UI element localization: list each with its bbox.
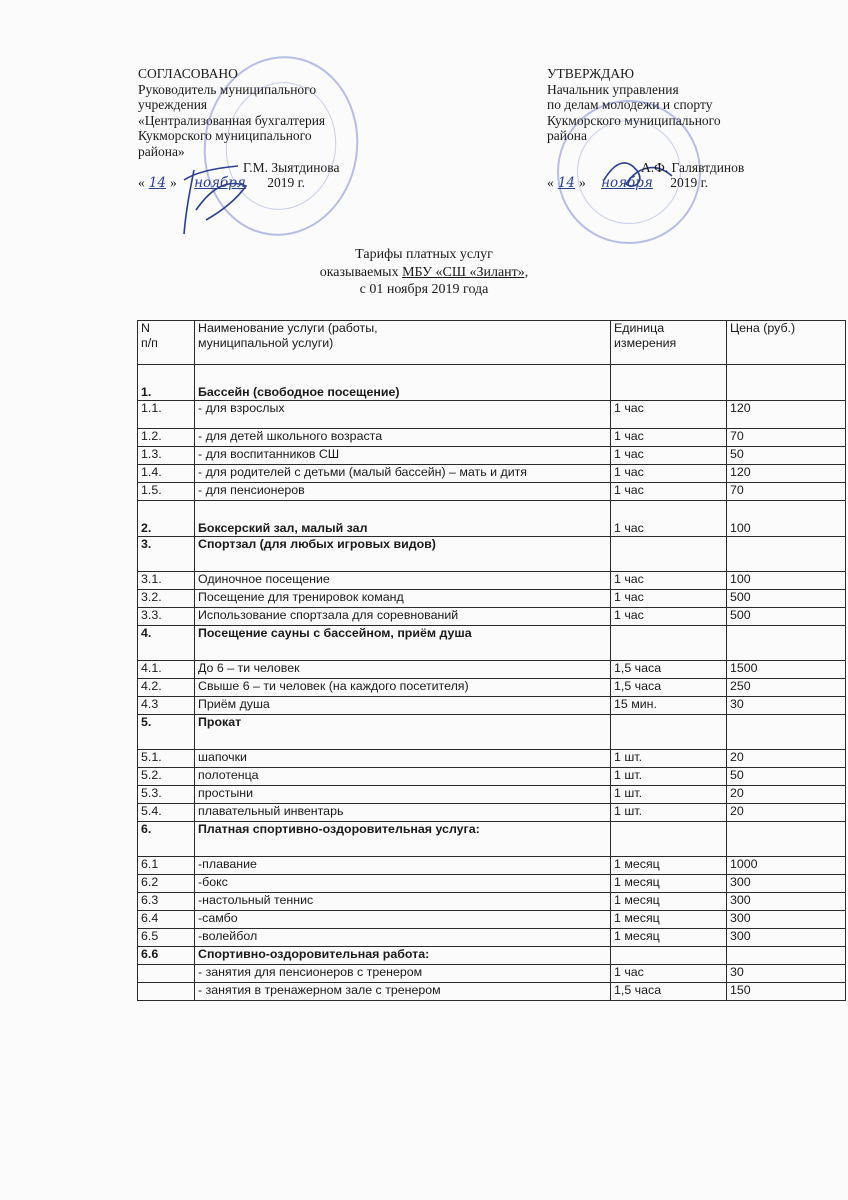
table-row xyxy=(138,911,846,929)
cell-num xyxy=(138,983,195,1001)
table-row xyxy=(138,679,846,697)
document-title xyxy=(0,246,848,299)
cell-num: 3.3. xyxy=(138,608,195,626)
cell-num: 1.4. xyxy=(138,465,195,483)
cell-name: -плавание xyxy=(195,857,611,875)
cell-name: -настольный теннис xyxy=(195,893,611,911)
table-row xyxy=(138,929,846,947)
cell-price: 1000 xyxy=(727,857,846,875)
cell-unit xyxy=(611,822,727,857)
cell-name: шапочки xyxy=(195,750,611,768)
table-row xyxy=(138,786,846,804)
cell-name: Одиночное посещение xyxy=(195,572,611,590)
cell-price: 70 xyxy=(727,429,846,447)
cell-price: 120 xyxy=(727,465,846,483)
header-unit: Единица измерения xyxy=(611,321,727,365)
cell-price xyxy=(727,822,846,857)
cell-num: 1. xyxy=(138,365,195,401)
signer-name: Г.М. Зыятдинова xyxy=(243,159,340,175)
cell-num: 1.2. xyxy=(138,429,195,447)
cell-num: 4.1. xyxy=(138,661,195,679)
approval-line: Кукморского муниципального xyxy=(547,112,721,128)
cell-unit: 1 месяц xyxy=(611,929,727,947)
cell-price xyxy=(727,715,846,750)
approval-line: района» xyxy=(138,143,185,159)
cell-price: 50 xyxy=(727,447,846,465)
cell-price: 300 xyxy=(727,893,846,911)
date-line xyxy=(547,175,744,192)
table-row xyxy=(138,465,846,483)
cell-num: 4.2. xyxy=(138,679,195,697)
cell-unit xyxy=(611,365,727,401)
date-month: ноября xyxy=(601,175,653,192)
approval-block-right xyxy=(547,66,744,192)
cell-num: 1.5. xyxy=(138,483,195,501)
cell-num: 1.3. xyxy=(138,447,195,465)
cell-price xyxy=(727,537,846,572)
cell-name: До 6 – ти человек xyxy=(195,661,611,679)
cell-num: 3. xyxy=(138,537,195,572)
table-row xyxy=(138,501,846,537)
cell-num: 6.4 xyxy=(138,911,195,929)
cell-num: 5.2. xyxy=(138,768,195,786)
cell-unit: 1 час xyxy=(611,590,727,608)
date-quote: » xyxy=(578,175,586,191)
cell-unit: 1,5 часа xyxy=(611,983,727,1001)
table-row xyxy=(138,429,846,447)
cell-unit xyxy=(611,947,727,965)
cell-name: Прокат xyxy=(195,715,611,750)
table-row xyxy=(138,537,846,572)
cell-price: 300 xyxy=(727,911,846,929)
cell-name: - для воспитанников СШ xyxy=(195,447,611,465)
signer-name: А.Ф. Галявтдинов xyxy=(641,159,745,175)
cell-name: простыни xyxy=(195,786,611,804)
cell-price: 150 xyxy=(727,983,846,1001)
cell-num: 6.6 xyxy=(138,947,195,965)
table-row xyxy=(138,893,846,911)
cell-price: 500 xyxy=(727,608,846,626)
cell-price: 70 xyxy=(727,483,846,501)
cell-name: -волейбол xyxy=(195,929,611,947)
cell-unit: 1 час xyxy=(611,429,727,447)
cell-name: Посещение сауны с бассейном, приём душа xyxy=(195,626,611,661)
cell-num: 4. xyxy=(138,626,195,661)
cell-num: 6.3 xyxy=(138,893,195,911)
approval-line: «Централизованная бухгалтерия xyxy=(138,112,326,128)
table-row xyxy=(138,875,846,893)
date-year: 2019 г. xyxy=(670,175,708,191)
cell-name: Боксерский зал, малый зал xyxy=(195,501,611,537)
cell-name: - для пенсионеров xyxy=(195,483,611,501)
cell-num: 5.3. xyxy=(138,786,195,804)
cell-name: - для родителей с детьми (малый бассейн) – мать и дитя xyxy=(195,465,611,483)
cell-unit: 1 час xyxy=(611,965,727,983)
cell-name: плавательный инвентарь xyxy=(195,804,611,822)
table-row xyxy=(138,697,846,715)
signer-line xyxy=(138,160,339,176)
date-line xyxy=(138,175,339,192)
date-year: 2019 г. xyxy=(267,175,305,191)
cell-num: 6.1 xyxy=(138,857,195,875)
title-line xyxy=(0,264,848,282)
cell-price: 50 xyxy=(727,768,846,786)
cell-price: 250 xyxy=(727,679,846,697)
table-row xyxy=(138,590,846,608)
cell-num: 3.1. xyxy=(138,572,195,590)
cell-name: - занятия для пенсионеров с тренером xyxy=(195,965,611,983)
cell-price: 300 xyxy=(727,929,846,947)
table-row xyxy=(138,822,846,857)
date-quote: « xyxy=(138,175,145,191)
cell-price xyxy=(727,626,846,661)
table-row xyxy=(138,365,846,401)
table-row xyxy=(138,715,846,750)
cell-unit: 1,5 часа xyxy=(611,661,727,679)
approval-line: Кукморского муниципального xyxy=(138,128,312,144)
cell-name: -бокс xyxy=(195,875,611,893)
table-row xyxy=(138,608,846,626)
cell-name: Использование спортзала для соревнований xyxy=(195,608,611,626)
approval-line: Руководитель муниципального xyxy=(138,81,317,97)
cell-num: 3.2. xyxy=(138,590,195,608)
cell-unit: 1 месяц xyxy=(611,893,727,911)
cell-unit: 1 час xyxy=(611,501,727,537)
table-row xyxy=(138,768,846,786)
cell-name: Бассейн (свободное посещение) xyxy=(195,365,611,401)
signer-line xyxy=(547,160,744,176)
cell-unit: 1 шт. xyxy=(611,768,727,786)
cell-price: 300 xyxy=(727,875,846,893)
approval-line: по делам молодежи и спорту xyxy=(547,97,713,113)
header-price: Цена (руб.) xyxy=(727,321,846,365)
table-header-row xyxy=(138,321,846,365)
cell-name: Свыше 6 – ти человек (на каждого посетителя) xyxy=(195,679,611,697)
table-row xyxy=(138,401,846,429)
title-line: с 01 ноября 2019 года xyxy=(359,282,489,297)
cell-name: Приём душа xyxy=(195,697,611,715)
cell-price: 100 xyxy=(727,501,846,537)
cell-num: 6.5 xyxy=(138,929,195,947)
cell-price: 1500 xyxy=(727,661,846,679)
cell-unit: 1 час xyxy=(611,608,727,626)
cell-name: - для взрослых xyxy=(195,401,611,429)
cell-num: 2. xyxy=(138,501,195,537)
cell-name: Посещение для тренировок команд xyxy=(195,590,611,608)
cell-price: 20 xyxy=(727,786,846,804)
cell-price: 120 xyxy=(727,401,846,429)
cell-unit xyxy=(611,626,727,661)
header-name: Наименование услуги (работы, муниципальной услуги) xyxy=(195,321,611,365)
cell-unit xyxy=(611,715,727,750)
cell-num: 6. xyxy=(138,822,195,857)
date-day: 14 xyxy=(148,175,166,192)
cell-unit: 1,5 часа xyxy=(611,679,727,697)
cell-name: -самбо xyxy=(195,911,611,929)
cell-unit: 1 шт. xyxy=(611,786,727,804)
title-prefix: оказываемых xyxy=(319,264,403,280)
table-row xyxy=(138,572,846,590)
cell-name: Платная спортивно-оздоровительная услуга: xyxy=(195,822,611,857)
cell-name: Спортивно-оздоровительная работа: xyxy=(195,947,611,965)
table-row xyxy=(138,626,846,661)
cell-price: 30 xyxy=(727,965,846,983)
cell-unit xyxy=(611,537,727,572)
header-num: N п/п xyxy=(138,321,195,365)
cell-price xyxy=(727,947,846,965)
date-day: 14 xyxy=(557,175,575,192)
cell-price: 500 xyxy=(727,590,846,608)
approval-heading: УТВЕРЖДАЮ xyxy=(547,66,635,81)
table-row xyxy=(138,857,846,875)
cell-name: полотенца xyxy=(195,768,611,786)
table-row xyxy=(138,483,846,501)
cell-unit: 1 шт. xyxy=(611,804,727,822)
date-quote: » xyxy=(169,175,177,191)
cell-num: 4.3 xyxy=(138,697,195,715)
table-row xyxy=(138,983,846,1001)
tariffs-table xyxy=(137,320,846,1001)
table-row xyxy=(138,965,846,983)
approval-line: учреждения xyxy=(138,97,208,113)
organization-name: МБУ «СШ «Зилант», xyxy=(402,264,529,280)
cell-num: 5.4. xyxy=(138,804,195,822)
cell-price xyxy=(727,365,846,401)
table-row xyxy=(138,750,846,768)
cell-num: 1.1. xyxy=(138,401,195,429)
table-row xyxy=(138,947,846,965)
cell-name: - для детей школьного возраста xyxy=(195,429,611,447)
cell-price: 30 xyxy=(727,697,846,715)
cell-name: - занятия в тренажерном зале с тренером xyxy=(195,983,611,1001)
cell-price: 20 xyxy=(727,750,846,768)
cell-unit: 1 час xyxy=(611,447,727,465)
cell-unit: 1 час xyxy=(611,572,727,590)
cell-unit: 15 мин. xyxy=(611,697,727,715)
cell-unit: 1 час xyxy=(611,401,727,429)
cell-num: 5.1. xyxy=(138,750,195,768)
cell-name: Спортзал (для любых игровых видов) xyxy=(195,537,611,572)
cell-unit: 1 месяц xyxy=(611,857,727,875)
table-row xyxy=(138,661,846,679)
approval-block-left xyxy=(138,66,339,192)
cell-unit: 1 час xyxy=(611,483,727,501)
table-row xyxy=(138,447,846,465)
cell-unit: 1 месяц xyxy=(611,875,727,893)
cell-unit: 1 час xyxy=(611,465,727,483)
table-row xyxy=(138,804,846,822)
date-month: ноября xyxy=(194,175,246,192)
title-line: Тарифы платных услуг xyxy=(355,247,493,262)
cell-unit: 1 месяц xyxy=(611,911,727,929)
date-quote: « xyxy=(547,175,554,191)
cell-price: 100 xyxy=(727,572,846,590)
approval-heading: СОГЛАСОВАНО xyxy=(138,66,238,81)
cell-num: 5. xyxy=(138,715,195,750)
cell-num: 6.2 xyxy=(138,875,195,893)
cell-num xyxy=(138,965,195,983)
cell-price: 20 xyxy=(727,804,846,822)
approval-line: Начальник управления xyxy=(547,81,679,97)
cell-unit: 1 шт. xyxy=(611,750,727,768)
approval-line: района xyxy=(547,128,587,144)
